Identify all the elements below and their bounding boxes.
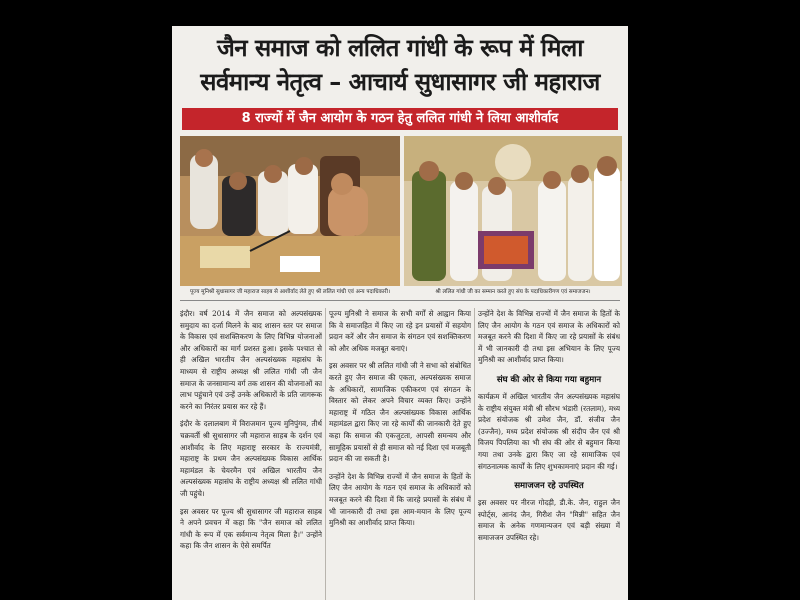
article-paragraph: पूज्य मुनिश्री ने समाज के सभी वर्गों से आह्वान किया कि वे समाजहित में किए जा रहे इन प्रयासों में सहयोग प्रदान करें और जैन समाज के संगठन एवं सशक्तिकरण को और अधिक मजबूत बनाएं। [329,309,471,353]
headline-line-2: सर्वमान्य नेतृत्व – आचार्य सुधासागर जी महाराज [200,68,600,96]
article-paragraph: इंदौर के दलालबाग में विराजमान पूज्य मुनिपुंगव, तीर्थ चक्रवर्ती श्री सुधासागर जी महाराज साहब के दर्शन एवं आशीर्वाद के लिए महाराष्ट्र सरकार के राज्यमंत्री, महाराष्ट्र के प्रथम जैन अल्पसंख्यक विकास आर्थिक महामंडल के चेयरमैन एवं अखिल भारतीय जैन अल्पसंख्यक महासंघ के राष्ट्रीय अध्यक्ष श्री ललित गांधी जी पहुंचे। [180,419,322,498]
section-heading-felicitation: संघ की ओर से किया गया बहुमान [496,374,602,385]
section-divider [180,300,620,301]
article-column-2 [329,308,471,600]
column-divider [474,308,475,600]
article-paragraph: उन्होंने देश के विभिन्न राज्यों में जैन समाज के हितों के लिए जैन आयोग के गठन एवं समाज के अधिकारों को मजबूत करने की दिशा में कि जारहे प्रयासों के संबंध में भी जानकारी दी तथा इस आम-मयान के लिए पूज्य मुनिश्री का आशीर्वाद प्राप्त किया। [329,471,471,528]
article-column-1 [180,308,322,600]
section-heading-attendees: समाजजन रहे उपस्थित [514,481,584,492]
photo-felicitation [404,136,622,286]
subheadline-banner: 8 राज्यों में जैन आयोग के गठन हेतु ललित गांधी ने लिया आशीर्वाद [182,108,618,130]
article-paragraph: कार्यक्रम में अखिल भारतीय जैन अल्पसंख्यक महासंघ के राष्ट्रीय संयुक्त मंत्री श्री सौरभ भंडारी (रतलाम), मध्य प्रदेश संयोजक श्री उमेश जैन, डॉ. संजीव जैन (उज्जैन), मध्य प्रदेश संयोजक श्री संदीप जैन एवं श्री विजय पिपलिया का भी संघ की ओर से बहुमान किया गया तथा उनके द्वारा किए जा रहे सामाजिक एवं संगठनात्मक कार्यों के लिए शुभकामनाएं प्रदान की गई। [478,391,620,471]
article-paragraph: इंदौर। वर्ष 2014 में जैन समाज को अल्पसंख्यक समुदाय का दर्जा मिलने के बाद शासन स्तर पर समाज के विकास एवं सशक्तिकरण के लिए विभिन्न योजनाओं और अधिकारों का मार्ग प्रशस्त हुआ। इसके पश्चात से ही अखिल भारतीय जैन अल्पसंख्यक महासंघ के माध्यम से राष्ट्रीय अध्यक्ष श्री ललित गांधी जी जैन समाज के जनसामान्य वर्ग तक शासन की योजनाओं का लाभ पहुंचाने एवं उन्हें उनके अधिकारों के प्रति जागरूक करने का निरंतर प्रयास कर रहे हैं। [180,309,322,411]
article-paragraph: इस अवसर पर पूज्य श्री सुधासागर जी महाराज साहब ने अपने प्रवचन में कहा कि "जैन समाज को ललित गांधी के रूप में एक सर्वमान्य नेतृत्व मिला है।" उन्होंने कहा कि जैन शासन के ऐसे समर्पित [180,506,322,551]
photo-blessing [180,136,400,286]
column-divider [325,308,326,600]
headline-line-1: जैन समाज को ललित गांधी के रूप में मिला [217,34,583,62]
article-column-3 [478,308,620,600]
article-paragraph: इस अवसर पर श्री ललित गांधी जी ने सभा को संबोधित करते हुए जैन समाज की एकता, अल्पसंख्यक समाज के अधिकारों, सामाजिक एकीकरण एवं संगठन के विस्तार को लेकर अपने विचार व्यक्त किए। उन्होंने महाराष्ट्र में गठित जैन अल्पसंख्यक विकास आर्थिक महामंडल द्वारा किए जा रहे कार्यों की जानकारी देते हुए कहा कि समाज की एकजुटता, आपसी समन्वय और सामूहिक प्रयासों से ही समाज को नई दिशा एवं मजबूती प्रदान की जा सकती है। [329,361,471,464]
article-paragraph: उन्होंने देश के विभिन्न राज्यों में जैन समाज के हितों के लिए जैन आयोग के गठन एवं समाज के अधिकारों को मजबूत करने की दिशा में किए जा रहे प्रयासों के संबंध में भी जानकारी दी तथा इस अभियान के लिए पूज्य मुनिश्री का आशीर्वाद प्राप्त किया। [478,309,620,365]
article-paragraph: इस अवसर पर नीरज गोदड़ी, डी.के. जैन, राहुल जैन स्पोर्ट्स, आनंद जैन, गिरीश जैन "मिन्नी" सहित जैन समाज के अनेक गणमान्यजन एवं बड़ी संख्या में समाजजन उपस्थित रहे। [478,498,620,542]
photo-caption-1: पूज्य मुनिश्री सुधासागर जी महाराज साहब से आशीर्वाद लेते हुए श्री ललित गांधी एवं अन्य पदाधिकारी। [189,289,391,295]
newspaper-clipping [172,26,628,600]
photo-caption-2: श्री ललित गांधी जी का सम्मान करते हुए संघ के पदाधिकारीगण एवं समाजजन। [435,289,591,295]
